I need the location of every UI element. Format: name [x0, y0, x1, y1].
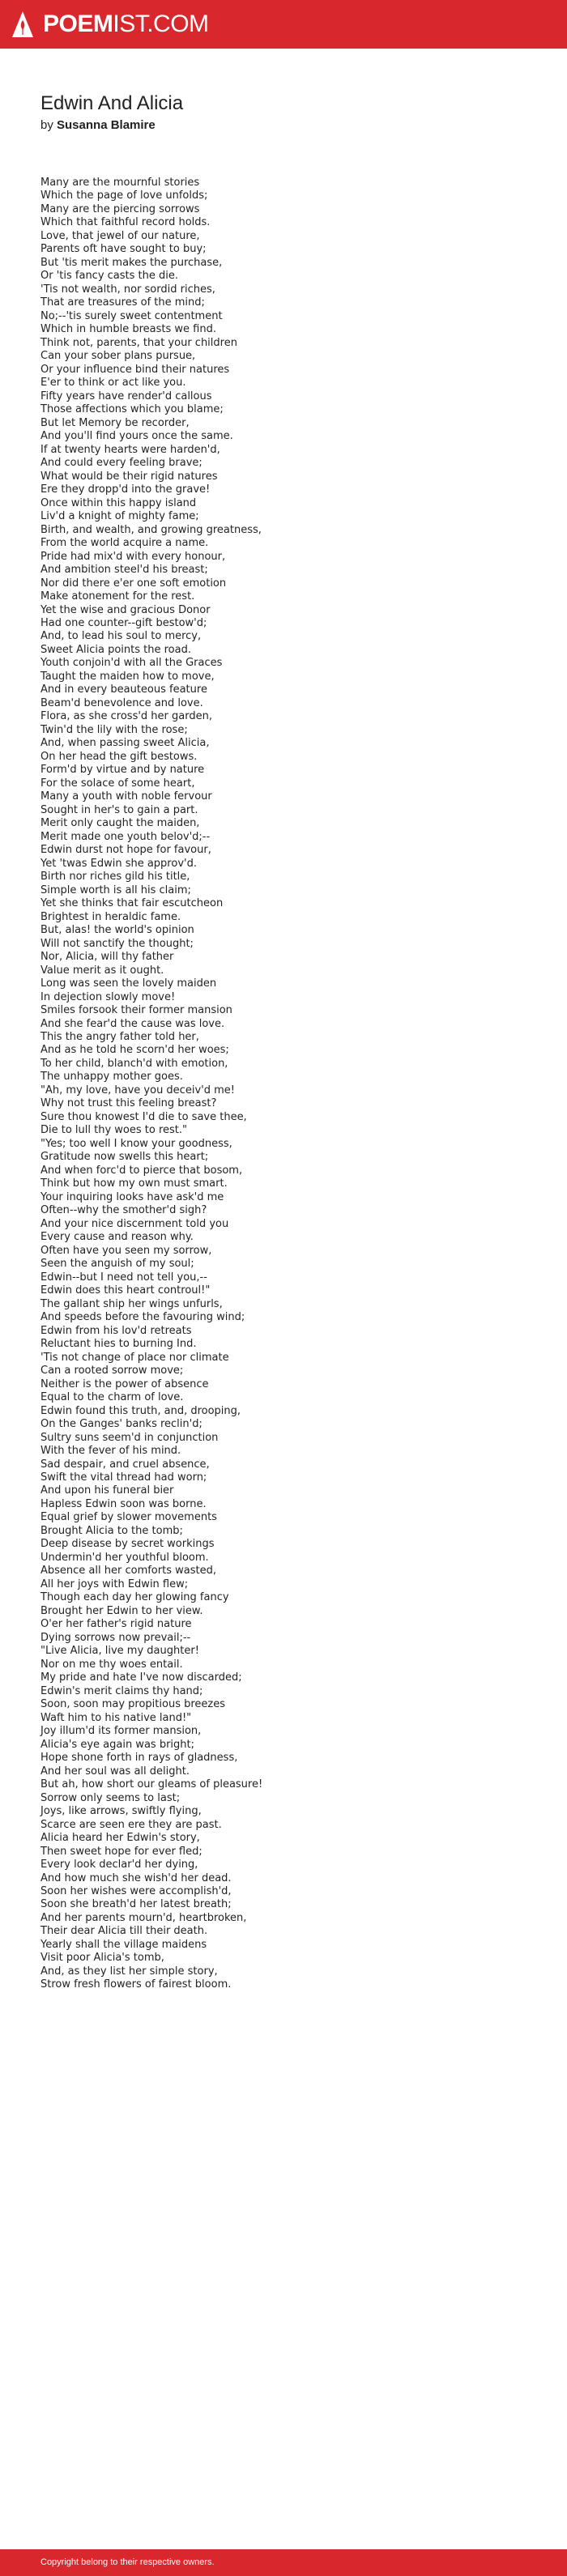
poem-title: Edwin And Alicia	[40, 92, 184, 114]
logo-text-bold: POEM	[43, 11, 113, 37]
site-footer	[0, 2549, 567, 2576]
site-header	[0, 0, 567, 49]
author-name[interactable]: Susanna Blamire	[57, 118, 156, 132]
copyright-text: Copyright belong to their respective owners.	[40, 2557, 215, 2567]
by-label: by	[40, 118, 53, 132]
site-logo-link[interactable]	[12, 10, 209, 39]
poem-text: Many are the mournful stories Which the page of love unfolds; Many are the piercing sorrows Which that faithful record holds. Love, that jewel of our nature, Parents oft have sought to buy; But 'tis merit makes the purchase, Or 'tis fancy casts the die. 'Tis not wealth, nor sordid riches, That are treasures of the mind; No;--'tis surely sweet contentment Which in humble breasts we find. Think not, parents, that your children Can your sober plans pursue, Or your influence bind their natures E'er to think or act like you. Fifty years have render'd callous Those affections which you blame; But let Memory be recorder, And you'll find yours once the same. If at twenty hearts were harden'd, And could every feeling brave; What would be their rigid natures Ere they dropp'd into the grave! Once within this happy island Liv'd a knight of mighty fame; Birth, and wealth, and growing greatness, From the world acquire a name. Pride had mix'd with every honour, And ambition steel'd his breast; Nor did there e'er one soft emotion Make atonement for the rest. Yet the wise and gracious Donor Had one counter--gift bestow'd; And, to lead his soul to mercy, Sweet Alicia points the road. Youth conjoin'd with all the Graces Taught the maiden how to move, And in every beauteous feature Beam'd benevolence and love. Flora, as she cross'd her garden, Twin'd the lily with the rose; And, when passing sweet Alicia, On her head the gift bestows. Form'd by virtue and by nature For the solace of some heart, Many a youth with noble fervour Sought in her's to gain a part. Merit only caught the maiden, Merit made one youth belov'd;-- Edwin durst not hope for favour, Yet 'twas Edwin she approv'd. Birth nor riches gild his title, Simple worth is all his claim; Yet she thinks that fair escutcheon Brightest in heraldic fame. But, alas! the world's opinion Will not sanctify the thought; Nor, Alicia, will thy father Value merit as it ought. Long was seen the lovely maiden In dejection slowly move! Smiles forsook their former mansion And she fear'd the cause was love. This the angry father told her, And as he told he scorn'd her woes; To her child, blanch'd with emotion, The unhappy mother goes. "Ah, my love, have you deceiv'd me! Why not trust this feeling breast? Sure thou knowest I'd die to save thee, Die to lull thy woes to rest." "Yes; too well I know your goodness, Gratitude now swells this heart; And when forc'd to pierce that bosom, Think but how my own must smart. Your inquiring looks have ask'd me Often--why the smother'd sigh? And your nice discernment told you Every cause and reason why. Often have you seen my sorrow, Seen the anguish of my soul; Edwin--but I need not tell you,-- Edwin does this heart controul!" The gallant ship her wings unfurls, And speeds before the favouring wind; Edwin from his lov'd retreats Reluctant hies to burning Ind. 'Tis not change of place nor climate Can a rooted sorrow move; Neither is the power of absence Equal to the charm of love. Edwin found this truth, and, drooping, On the Ganges' banks reclin'd; Sultry suns seem'd in conjunction With the fever of his mind. Sad despair, and cruel absence, Swift the vital thread had worn; And upon his funeral bier Hapless Edwin soon was borne. Equal grief by slower movements Brought Alicia to the tomb; Deep disease by secret workings Undermin'd her youthful bloom. Absence all her comforts wasted, All her joys with Edwin flew; Though each day her glowing fancy Brought her Edwin to her view. O'er her father's rigid nature Dying sorrows now prevail;-- "Live Alicia, live my daughter! Nor on me thy woes entail. My pride and hate I've now discarded; Edwin's merit claims thy hand; Soon, soon may propitious breezes Waft him to his native land!" Joy illum'd its former mansion, Alicia's eye again was bright; Hope shone forth in rays of gladness, And her soul was all delight. But ah, how short our gleams of pleasure! Sorrow only seems to last; Joys, like arrows, swiftly flying, Scarce are seen ere they are past. Alicia heard her Edwin's story, Then sweet hope for ever fled; Every look declar'd her dying, And how much she wish'd her dead. Soon her wishes were accomplish'd, Soon she breath'd her latest breath; And her parents mourn'd, heartbroken, Their dear Alicia till their death. Yearly shall the village maidens Visit poor Alicia's tomb, And, as they list her simple story, Strow fresh flowers of fairest bloom.	[40, 177, 263, 1991]
logo-text	[43, 10, 209, 39]
logo-text-light: IST.COM	[113, 11, 209, 37]
poemist-logo-icon	[12, 11, 33, 37]
byline	[40, 117, 156, 134]
